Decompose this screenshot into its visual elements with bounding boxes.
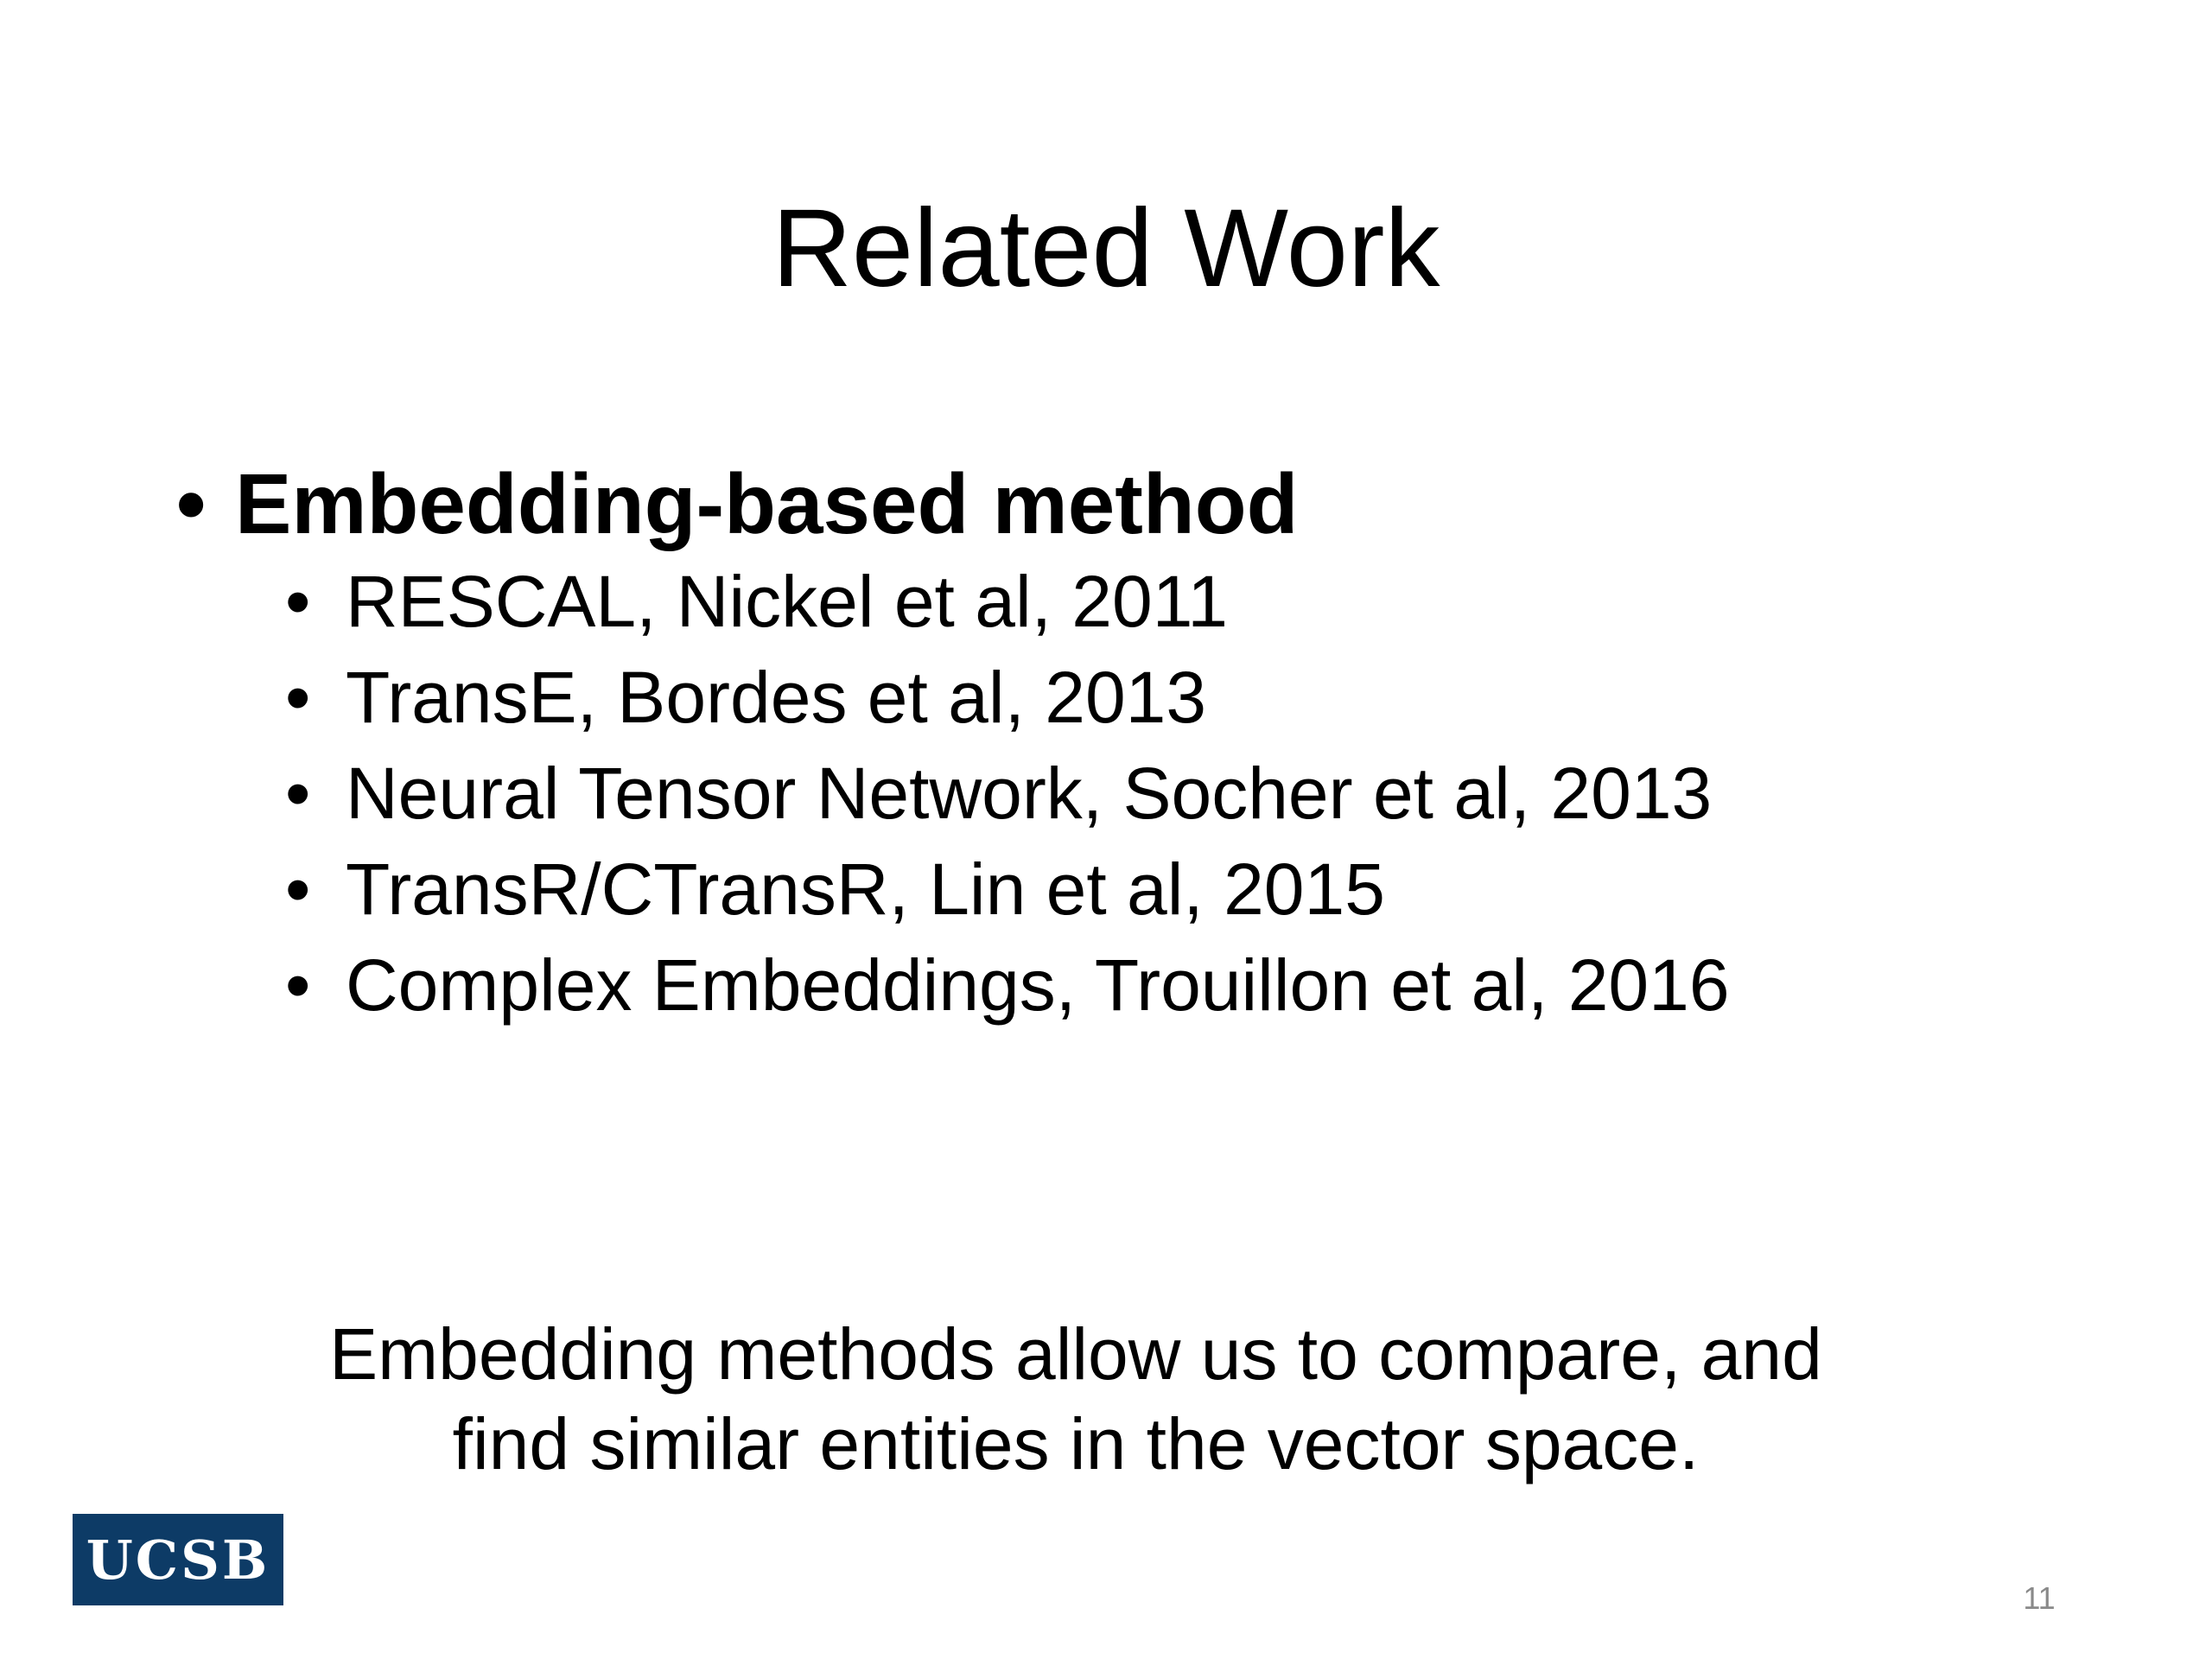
ucsb-logo (73, 1514, 283, 1605)
bullet-marker: • (285, 944, 311, 1026)
bullet-list (173, 454, 2074, 1033)
summary-note (0, 1309, 2152, 1489)
ucsb-logo-text: UCSB (86, 1528, 270, 1592)
sub-bullet-item (285, 938, 2074, 1033)
bullet-marker: • (285, 657, 311, 738)
bullet-embedding-based-method (173, 454, 2074, 554)
sub-bullet-text: Complex Embeddings, Trouillon et al, 2016 (346, 944, 1730, 1026)
sub-bullet-item (285, 650, 2074, 746)
sub-bullet-list (173, 554, 2074, 1033)
page-number: 11 (2023, 1580, 2056, 1616)
sub-bullet-item (285, 842, 2074, 938)
sub-bullet-text: RESCAL, Nickel et al, 2011 (346, 561, 1228, 642)
sub-bullet-text: TransR/CTransR, Lin et al, 2015 (346, 849, 1385, 930)
bullet-label: Embedding-based method (235, 456, 1299, 551)
sub-bullet-item (285, 746, 2074, 842)
summary-note-line: find similar entities in the vector space. (452, 1403, 1700, 1484)
bullet-marker: • (285, 561, 311, 642)
sub-bullet-text: Neural Tensor Network, Socher et al, 2013 (346, 753, 1713, 834)
sub-bullet-item (285, 554, 2074, 650)
sub-bullet-text: TransE, Bordes et al, 2013 (346, 657, 1207, 738)
bullet-marker: • (285, 849, 311, 930)
summary-note-line: Embedding methods allow us to compare, and (329, 1313, 1822, 1395)
bullet-marker: • (176, 456, 207, 551)
bullet-marker: • (285, 753, 311, 834)
slide-title: Related Work (772, 187, 1440, 310)
